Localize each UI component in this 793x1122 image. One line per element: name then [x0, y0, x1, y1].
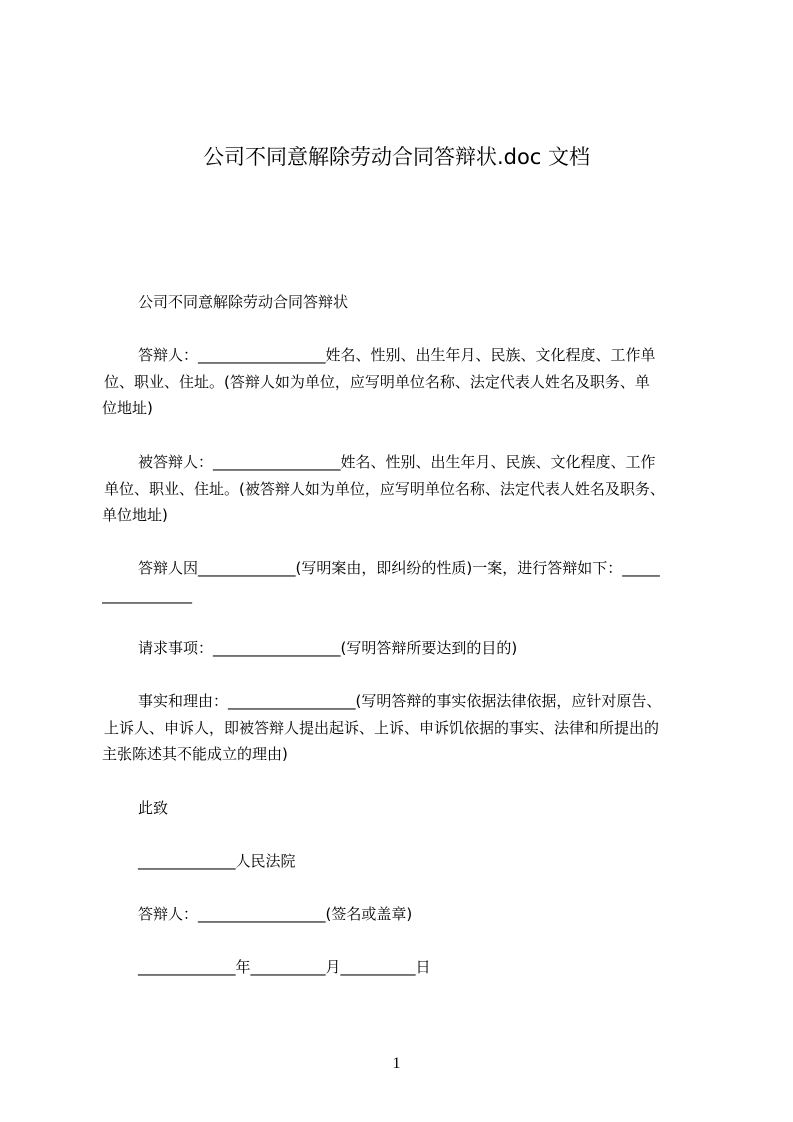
date-paragraph — [102, 954, 705, 981]
court-paragraph — [102, 848, 705, 875]
respondent-line-1: 答辩人：_________________姓名、性别、出生年月、民族、文化程度、工作单 — [138, 346, 656, 364]
facts-line-1: 事实和理由：_________________(写明答辩的事实依据法律依据，应针对原告、 — [138, 692, 662, 710]
court-text: _____________人民法院 — [138, 852, 296, 870]
facts-line-3: 主张陈述其不能成立的理由) — [102, 745, 288, 763]
opposing-party-line-2: 单位、职业、住址。(被答辩人如为单位，应写明单位名称、法定代表人姓名及职务、 — [104, 479, 665, 498]
salutation-paragraph — [102, 795, 705, 822]
respondent-line-3: 位地址) — [102, 399, 153, 417]
page-number: 1 — [392, 1055, 401, 1072]
respondent-line-2: 位、职业、住址。(答辩人如为单位，应写明单位名称、法定代表人姓名及职务、单 — [104, 372, 650, 391]
document-subtitle — [102, 289, 705, 316]
opposing-party-line-3: 单位地址) — [102, 506, 168, 524]
document-title: 公司不同意解除劳动合同答辩状.doc 文档 — [202, 145, 591, 169]
subtitle-text: 公司不同意解除劳动合同答辩状 — [138, 293, 349, 311]
signature-paragraph — [102, 901, 705, 928]
facts-paragraph — [102, 688, 705, 768]
claims-line: 请求事项：_________________(写明答辩所要达到的目的) — [138, 639, 518, 657]
cause-line-2: ____________ — [102, 585, 192, 604]
respondent-paragraph — [102, 342, 705, 422]
opposing-party-paragraph — [102, 449, 705, 529]
opposing-party-line-1: 被答辩人：_________________姓名、性别、出生年月、民族、文化程度、工作 — [138, 453, 656, 471]
cause-line-1: 答辩人因_____________(写明案由，即纠纷的性质)一案，进行答辩如下：_____ — [138, 559, 660, 577]
date-text: _____________年__________月__________日 — [138, 958, 431, 976]
cause-paragraph — [102, 555, 705, 608]
facts-line-2: 上诉人、申诉人，即被答辩人提出起诉、上诉、申诉饥依据的事实、法律和所提出的 — [104, 718, 660, 737]
claims-paragraph — [102, 635, 705, 662]
salutation-text: 此致 — [138, 799, 169, 817]
signature-text: 答辩人：_________________(签名或盖章) — [138, 905, 413, 923]
